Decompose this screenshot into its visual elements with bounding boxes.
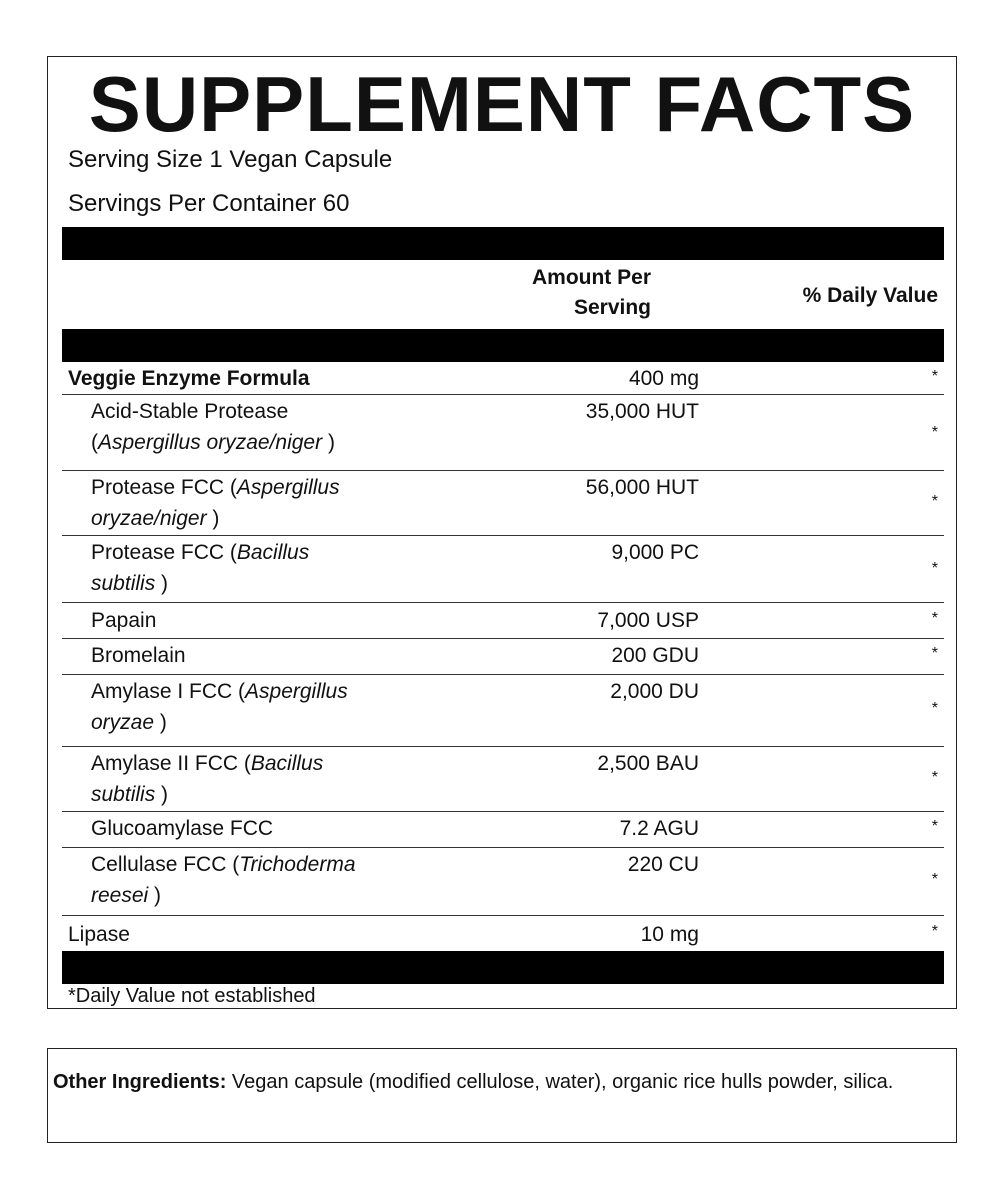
ingredient-table xyxy=(62,362,944,951)
ingredient-amount: 400 mg xyxy=(628,367,699,390)
daily-value: * xyxy=(931,700,938,717)
panel-title: SUPPLEMENT FACTS xyxy=(88,60,916,148)
ingredient-amount: 200 GDU xyxy=(611,644,699,667)
divider-bar-top xyxy=(62,227,944,260)
table-row xyxy=(62,746,944,811)
ingredient-name: Amylase I FCC (Aspergillus oryzae ) xyxy=(91,680,348,734)
ingredient-amount: 2,000 DU xyxy=(610,680,699,703)
table-row xyxy=(62,847,944,915)
table-row xyxy=(62,915,944,951)
amount-header-line1: Amount Per xyxy=(531,266,651,289)
daily-value: * xyxy=(931,368,938,385)
amount-header-line2: Serving xyxy=(573,296,651,319)
ingredient-amount: 9,000 PC xyxy=(611,541,699,564)
daily-value: * xyxy=(931,610,938,627)
daily-value: * xyxy=(931,923,938,940)
table-row xyxy=(62,470,944,535)
ingredient-amount: 35,000 HUT xyxy=(585,400,699,423)
daily-value: * xyxy=(931,871,938,888)
footnote: *Daily Value not established xyxy=(68,985,316,1007)
ingredient-amount: 10 mg xyxy=(640,923,699,946)
other-ingredients-label: Other Ingredients: xyxy=(53,1071,227,1093)
divider-bar-bottom xyxy=(62,951,944,984)
daily-value-header: % Daily Value xyxy=(802,284,938,307)
ingredient-amount: 56,000 HUT xyxy=(585,476,699,499)
daily-value: * xyxy=(931,493,938,510)
ingredient-name: Veggie Enzyme Formula xyxy=(68,367,310,390)
ingredient-name: Protease FCC (Bacillus subtilis ) xyxy=(91,541,310,595)
table-row xyxy=(62,362,944,394)
ingredient-name: Lipase xyxy=(68,923,130,946)
daily-value: * xyxy=(931,560,938,577)
ingredient-name: Amylase II FCC (Bacillus subtilis ) xyxy=(91,752,324,806)
daily-value: * xyxy=(931,818,938,835)
daily-value: * xyxy=(931,645,938,662)
ingredient-name: Papain xyxy=(91,609,157,632)
ingredient-amount: 220 CU xyxy=(627,853,699,876)
daily-value: * xyxy=(931,424,938,441)
table-row xyxy=(62,602,944,638)
ingredient-name: Cellulase FCC (Trichoderma reesei ) xyxy=(91,853,356,907)
serving-size: Serving Size 1 Vegan Capsule xyxy=(68,146,393,173)
ingredient-amount: 7,000 USP xyxy=(597,609,699,632)
table-row xyxy=(62,394,944,470)
ingredient-name: Bromelain xyxy=(91,644,186,667)
other-ingredients-box xyxy=(47,1048,957,1143)
ingredient-name: Glucoamylase FCC xyxy=(91,817,274,840)
other-ingredients-text: Vegan capsule (modified cellulose, water), organic rice hulls powder, silica. xyxy=(226,1071,894,1093)
table-row xyxy=(62,638,944,674)
servings-per-container: Servings Per Container 60 xyxy=(68,190,350,217)
ingredient-amount: 2,500 BAU xyxy=(597,752,699,775)
ingredient-name: Acid-Stable Protease (Aspergillus oryzae/niger ) xyxy=(91,400,335,454)
amount-per-serving-header xyxy=(532,263,651,323)
table-row xyxy=(62,535,944,602)
divider-bar-middle xyxy=(62,329,944,362)
table-row xyxy=(62,674,944,746)
ingredient-amount: 7.2 AGU xyxy=(619,817,699,840)
daily-value: * xyxy=(931,769,938,786)
table-row xyxy=(62,811,944,847)
supplement-facts-panel xyxy=(47,56,957,1009)
ingredient-name: Protease FCC (Aspergillus oryzae/niger ) xyxy=(91,476,340,530)
